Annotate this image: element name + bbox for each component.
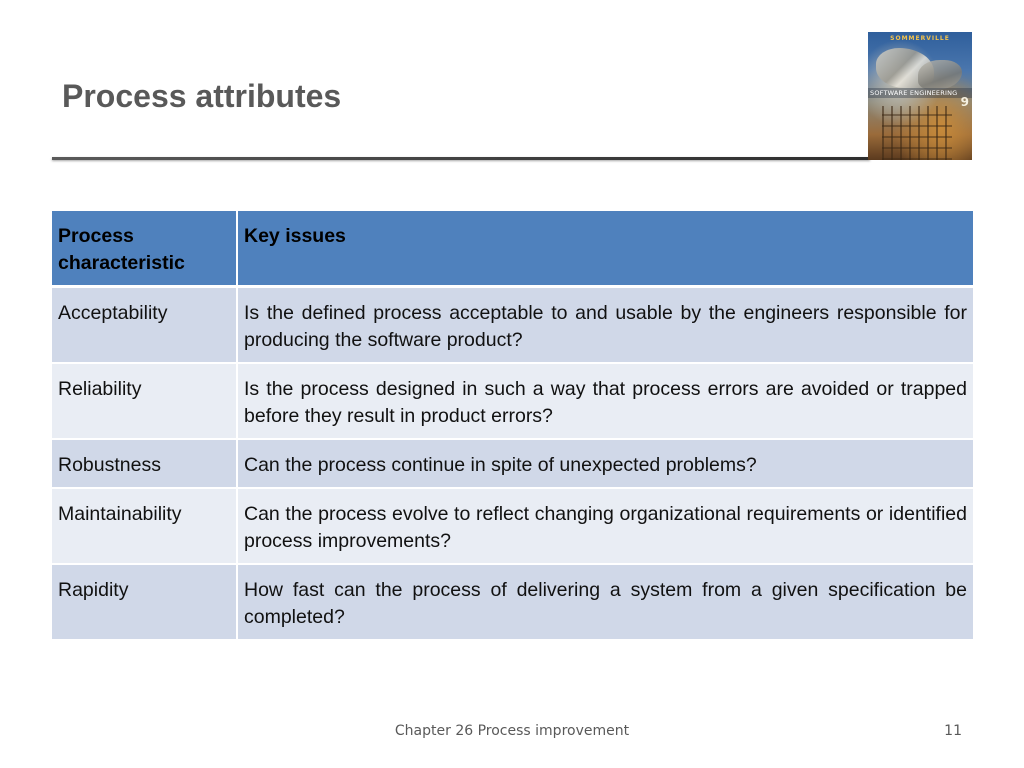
table-row xyxy=(52,287,973,364)
cover-building-shape xyxy=(918,60,962,90)
key-issue-cell: Is the process designed in such a way that process errors are avoided or trapped before they result in product errors? xyxy=(237,363,973,439)
characteristic-cell: Maintainability xyxy=(52,488,237,564)
key-issue-cell: Is the defined process acceptable to and usable by the engineers responsible for producing the software product? xyxy=(237,287,973,364)
characteristic-cell: Reliability xyxy=(52,363,237,439)
characteristic-cell: Robustness xyxy=(52,439,237,488)
header-process-characteristic: Process characteristic xyxy=(52,211,237,287)
table-row xyxy=(52,439,973,488)
cover-author: SOMMERVILLE xyxy=(890,35,950,42)
cover-structure-pattern xyxy=(882,106,952,160)
cover-title: SOFTWARE ENGINEERING xyxy=(870,89,958,97)
slide-page-number: 11 xyxy=(944,723,962,739)
header-key-issues: Key issues xyxy=(237,211,973,287)
cover-edition: 9 xyxy=(960,95,969,109)
slide-title: Process attributes xyxy=(62,78,342,114)
key-issue-cell: Can the process evolve to reflect changing organizational requirements or identified process improvements? xyxy=(237,488,973,564)
book-cover-image xyxy=(868,32,972,160)
process-attributes-table xyxy=(52,211,973,639)
characteristic-cell: Acceptability xyxy=(52,287,237,364)
characteristic-cell: Rapidity xyxy=(52,564,237,639)
title-divider xyxy=(52,157,870,160)
table-row xyxy=(52,564,973,639)
key-issue-cell: Can the process continue in spite of unexpected problems? xyxy=(237,439,973,488)
table-row xyxy=(52,363,973,439)
footer-chapter-label: Chapter 26 Process improvement xyxy=(394,723,630,739)
table-row xyxy=(52,488,973,564)
key-issue-cell: How fast can the process of delivering a system from a given specification be completed? xyxy=(237,564,973,639)
table-header-row xyxy=(52,211,973,287)
